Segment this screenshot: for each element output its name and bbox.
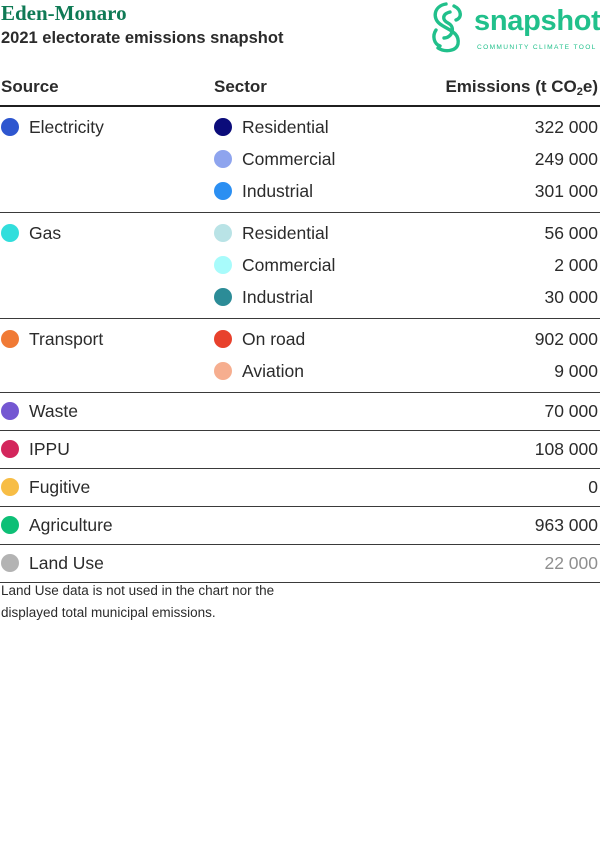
table-row (0, 281, 600, 313)
snapshot-logo-tagline: COMMUNITY CLIMATE TOOL (477, 44, 597, 51)
sector-color-dot (214, 118, 232, 136)
source-color-dot (1, 516, 19, 534)
emissions-value: 2 000 (554, 255, 598, 275)
emissions-value: 0 (588, 477, 598, 497)
table-row (0, 249, 600, 281)
table-row (0, 395, 600, 427)
table-row (0, 509, 600, 541)
emissions-column-header: Emissions (t $CO_2e$) (445, 77, 598, 98)
land-use-note: Land Use data is not used in the chart nor the displayed total municipal emissions. (1, 583, 275, 620)
sector-label: Industrial (242, 287, 314, 307)
emissions-value: 902 000 (534, 329, 598, 349)
source-label: Electricity (29, 117, 104, 137)
snapshot-logo (428, 0, 600, 56)
emissions-value: 56 000 (544, 223, 598, 243)
source-group-transport (0, 319, 600, 393)
table-row (0, 111, 600, 143)
emissions-table (0, 68, 600, 583)
source-color-dot (1, 440, 19, 458)
sector-label: Residential (242, 223, 329, 243)
source-color-dot (1, 554, 19, 572)
sector-color-dot (214, 256, 232, 274)
sector-color-dot (214, 224, 232, 242)
table-row (0, 143, 600, 175)
source-color-dot (1, 478, 19, 496)
source-group-waste (0, 393, 600, 431)
emissions-value: 9 000 (554, 361, 598, 381)
source-group-gas (0, 213, 600, 319)
emissions-value: 963 000 (534, 515, 598, 535)
source-label: Waste (29, 401, 78, 421)
source-group-agriculture (0, 507, 600, 545)
emissions-value: 249 000 (534, 149, 598, 169)
page-subtitle: 2021 electorate emissions snapshot (1, 29, 284, 47)
source-label: Agriculture (29, 515, 113, 535)
emissions-value: 30 000 (544, 287, 598, 307)
source-label: IPPU (29, 439, 70, 459)
sector-color-dot (214, 362, 232, 380)
sector-color-dot (214, 330, 232, 348)
page-title: Eden-Monaro (1, 1, 127, 25)
table-header (0, 68, 600, 107)
table-row (0, 433, 600, 465)
table-row (0, 471, 600, 503)
source-label: Fugitive (29, 477, 91, 497)
snapshot-logo-icon (428, 0, 470, 54)
source-label: Transport (29, 329, 104, 349)
table-row (0, 355, 600, 387)
source-label: Land Use (29, 553, 104, 573)
sector-column-header: Sector (214, 77, 267, 96)
table-row (0, 547, 600, 579)
source-group-electricity (0, 107, 600, 213)
emissions-value: 322 000 (534, 117, 598, 137)
snapshot-logo-word: snapshot (474, 5, 600, 37)
sector-label: Commercial (242, 149, 336, 169)
table-row (0, 175, 600, 207)
emissions-value: 22 000 (544, 553, 598, 573)
emissions-value: 70 000 (544, 401, 598, 421)
source-group-ippu (0, 431, 600, 469)
source-color-dot (1, 224, 19, 242)
sector-label: Industrial (242, 181, 314, 201)
source-color-dot (1, 402, 19, 420)
sector-label: On road (242, 329, 306, 349)
source-color-dot (1, 118, 19, 136)
source-group-fugitive (0, 469, 600, 507)
table-row (0, 217, 600, 249)
sector-color-dot (214, 288, 232, 306)
table-row (0, 323, 600, 355)
source-group-land-use (0, 545, 600, 583)
source-column-header: Source (1, 77, 59, 96)
sector-label: Residential (242, 117, 329, 137)
emissions-value: 301 000 (534, 181, 598, 201)
source-label: Gas (29, 223, 62, 243)
emissions-value: 108 000 (534, 439, 598, 459)
sector-label: Aviation (242, 361, 304, 381)
source-color-dot (1, 330, 19, 348)
sector-color-dot (214, 182, 232, 200)
sector-color-dot (214, 150, 232, 168)
table-body (0, 107, 600, 583)
sector-label: Commercial (242, 255, 336, 275)
